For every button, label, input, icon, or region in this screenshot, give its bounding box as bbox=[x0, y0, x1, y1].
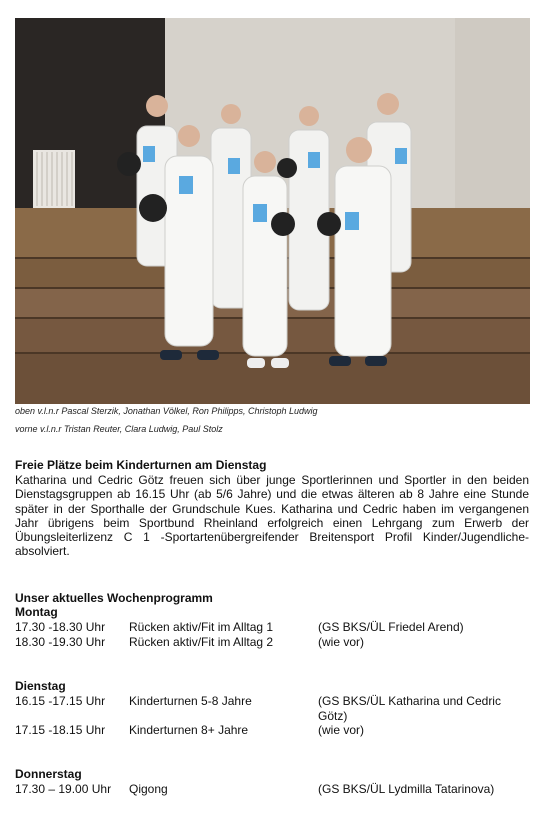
schedule-info: (wie vor) bbox=[318, 723, 365, 737]
fencers-photo-illustration bbox=[15, 18, 530, 404]
schedule-info: (GS BKS/ÜL Lydmilla Tatarinova) bbox=[318, 782, 495, 796]
day-heading-dienstag: Dienstag bbox=[15, 679, 66, 693]
schedule-info: (GS BKS/ÜL Katharina und Cedric Götz) bbox=[318, 694, 501, 723]
group-photo bbox=[15, 18, 530, 404]
schedule-info: (GS BKS/ÜL Friedel Arend) bbox=[318, 620, 464, 634]
schedule-course: Kinderturnen 8+ Jahre bbox=[129, 723, 249, 737]
photo-caption-bottom: vorne v.l.n.r Tristan Reuter, Clara Ludwig, Paul Stolz bbox=[15, 424, 223, 434]
schedule-info: (wie vor) bbox=[318, 635, 365, 649]
schedule-course: Rücken aktiv/Fit im Alltag 1 bbox=[129, 620, 274, 634]
schedule-time: 17.30 -18.30 Uhr bbox=[15, 620, 106, 634]
schedule-course: Qigong bbox=[129, 782, 168, 796]
schedule-row bbox=[15, 635, 535, 650]
day-heading-donnerstag: Donnerstag bbox=[15, 767, 82, 781]
schedule-time: 17.30 – 19.00 Uhr bbox=[15, 782, 112, 796]
schedule-course: Kinderturnen 5-8 Jahre bbox=[129, 694, 252, 708]
schedule-time: 17.15 -18.15 Uhr bbox=[15, 723, 106, 737]
schedule-row bbox=[15, 782, 535, 797]
article-body: Katharina und Cedric Götz freuen sich über junge Sportlerinnen und Sportler in den beiden Dienstagsgruppen ab 16.15 Uhr (ab 5/6 Jahre) und die etwas älteren ab 8 Jahre eine Stunde später in der Sporthalle der Grundschule Kues. Katharina und Cedric haben im vergangenen Jahr übrigens beim Sportbund Rheinland erfolgreich einen Lehrgang zum Erwerb der Übungsleiterlizenz C 1 -Sportartenübergreifender Breitensport Profil Kinder/Jugendliche- absolviert. bbox=[15, 473, 529, 559]
schedule-row bbox=[15, 694, 535, 723]
schedule-course: Rücken aktiv/Fit im Alltag 2 bbox=[129, 635, 274, 649]
day-heading-montag: Montag bbox=[15, 605, 58, 619]
schedule-time: 16.15 -17.15 Uhr bbox=[15, 694, 106, 708]
schedule-row bbox=[15, 723, 535, 738]
program-heading: Unser aktuelles Wochenprogramm bbox=[15, 591, 213, 605]
article-heading: Freie Plätze beim Kinderturnen am Dienstag bbox=[15, 458, 267, 472]
schedule-row bbox=[15, 620, 535, 635]
photo-caption-top: oben v.l.n.r Pascal Sterzik, Jonathan Völkel, Ron Philipps, Christoph Ludwig bbox=[15, 406, 318, 416]
schedule-time: 18.30 -19.30 Uhr bbox=[15, 635, 106, 649]
